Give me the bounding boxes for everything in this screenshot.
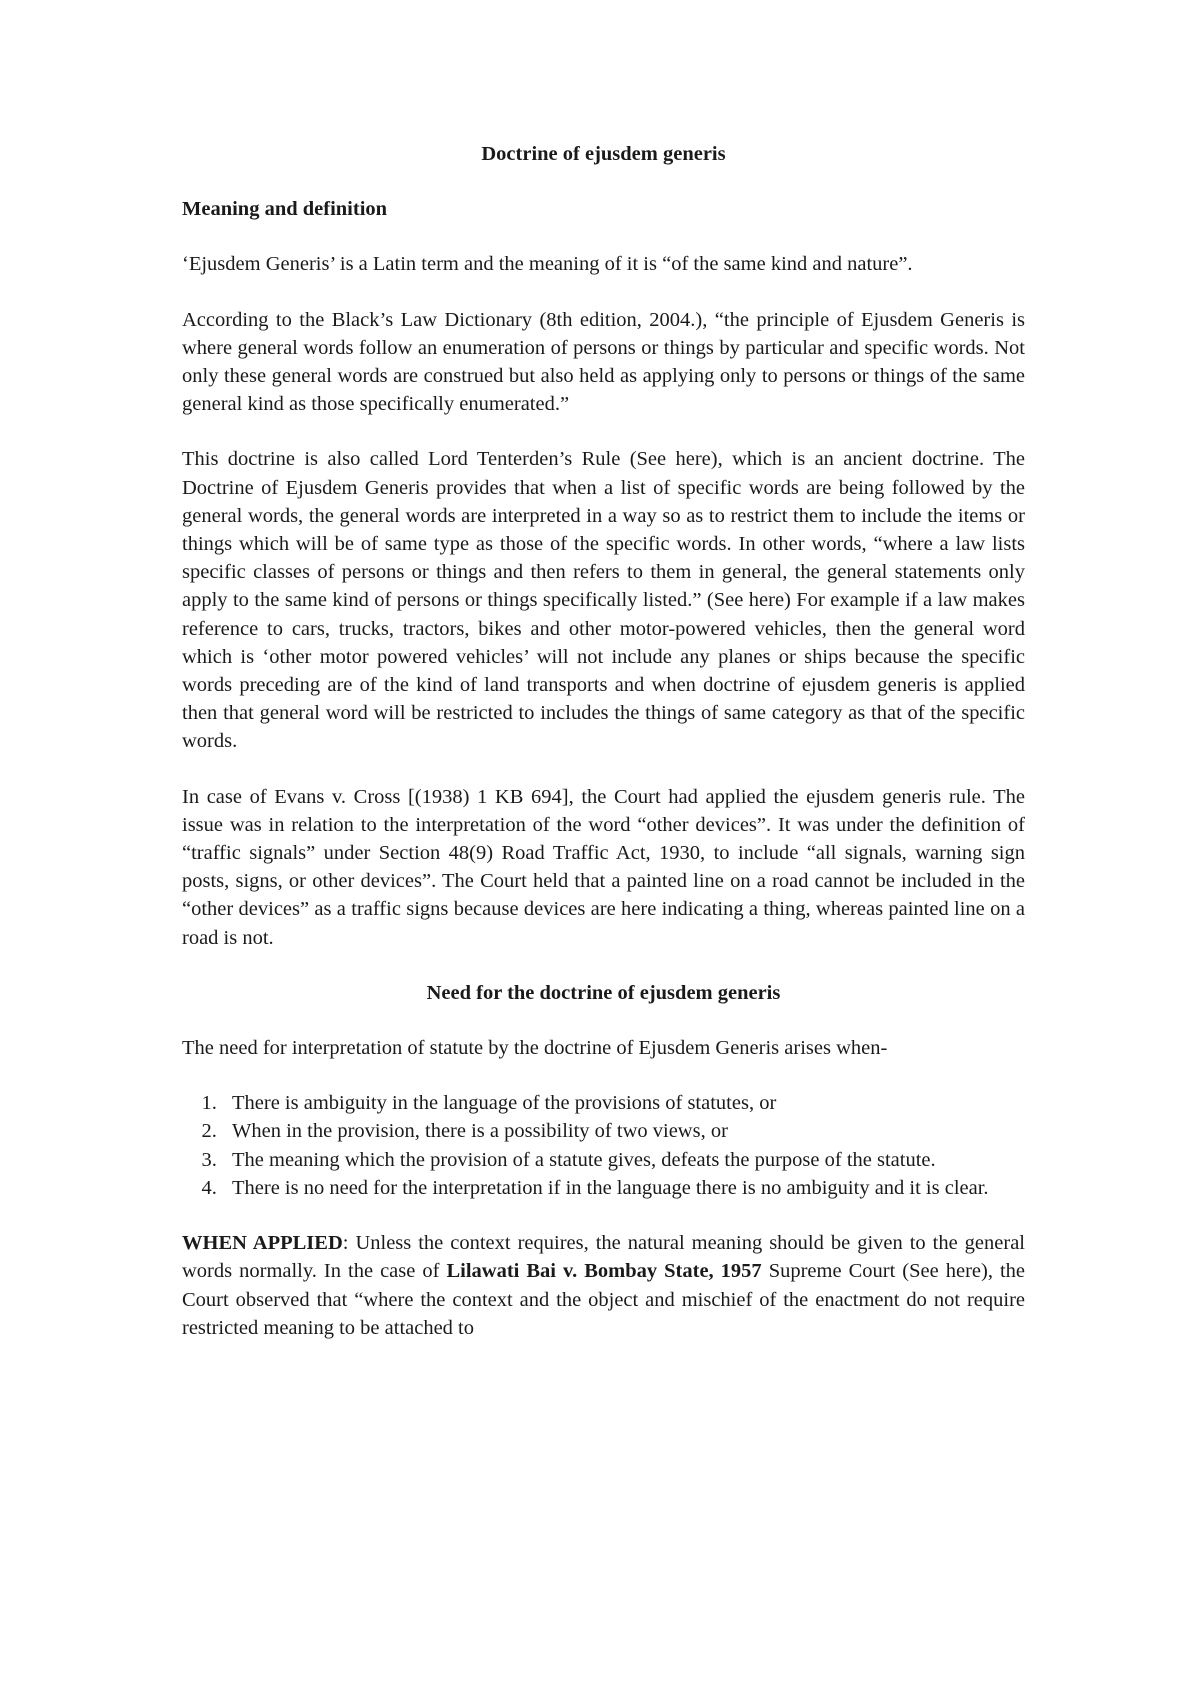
document-title: Doctrine of ejusdem generis xyxy=(481,143,726,165)
paragraph-evans-v-cross: In case of Evans v. Cross [(1938) 1 KB 694], the Court had applied the ejusdem generis rule. The issue was in relation to the interpretation of the word “other devices”. It was under the definition of “traffic signals” under Section 48(9) Road Traffic Act, 1930, to include “all signals, warning sign posts, signs, or other devices”. The Court held that a painted line on a road cannot be included in the “other devices” as a traffic signs because devices are here indicating a thing, whereas painted line on a road is not. xyxy=(182,785,1025,949)
need-list xyxy=(182,1089,1025,1202)
when-applied-text-1: : Unless the context requires, the natural meaning should be given to the general words normally. In the case of xyxy=(182,1232,1025,1283)
case-name-lilawati: Lilawati Bai v. Bombay State, 1957 xyxy=(446,1260,762,1283)
list-item: 3. The meaning which the provision of a statute gives, defeats the purpose of the statute. xyxy=(222,1146,1025,1174)
heading-meaning-definition: Meaning and definition xyxy=(182,198,388,221)
heading-need-for-doctrine: Need for the doctrine of ejusdem generis xyxy=(426,981,781,1004)
document-page xyxy=(182,140,1025,1369)
paragraph-when-applied xyxy=(182,1229,1025,1342)
paragraph-tenterden-rule: This doctrine is also called Lord Tenterden’s Rule (See here), which is an ancient doctrine. The Doctrine of Ejusdem Generis provides that when a list of specific words are being followed by the general words, the general words are interpreted in a way so as to restrict them to include the items or things which will be of same type as those of the specific words. In other words, “where a law lists specific classes of persons or things and then refers to them in general, the general statements only apply to the same kind of persons or things specifically listed.” (See here) For example if a law makes reference to cars, trucks, tractors, bikes and other motor-powered vehicles, then the general word which is ‘other motor powered vehicles’ will not include any planes or ships because the specific words preceding are of the kind of land transports and when doctrine of ejusdem generis is applied then that general word will be restricted to includes the things of same category as that of the specific words. xyxy=(182,448,1025,753)
paragraph-blacks-law: According to the Black’s Law Dictionary (8th edition, 2004.), “the principle of Ejusdem Generis is where general words follow an enumeration of persons or things by particular and specific words. Not only these general words are construed but also held as applying only to persons or things of the same general kind as those specifically enumerated.” xyxy=(182,308,1025,416)
list-item: 4. There is no need for the interpretation if in the language there is no ambiguity and it is clear. xyxy=(222,1174,1025,1202)
when-applied-label: WHEN APPLIED xyxy=(182,1232,343,1255)
list-item: 2. When in the provision, there is a possibility of two views, or xyxy=(222,1117,1025,1145)
paragraph-latin-term: ‘Ejusdem Generis’ is a Latin term and the meaning of it is “of the same kind and nature”. xyxy=(182,253,913,276)
when-applied-text-2: Supreme Court (See here), the Court observed that “where the context and the object and mischief of the enactment do not require restricted meaning to be attached to xyxy=(182,1260,1025,1339)
paragraph-need-intro: The need for interpretation of statute by the doctrine of Ejusdem Generis arises when- xyxy=(182,1037,888,1060)
list-item: 1. There is ambiguity in the language of the provisions of statutes, or xyxy=(222,1089,1025,1117)
